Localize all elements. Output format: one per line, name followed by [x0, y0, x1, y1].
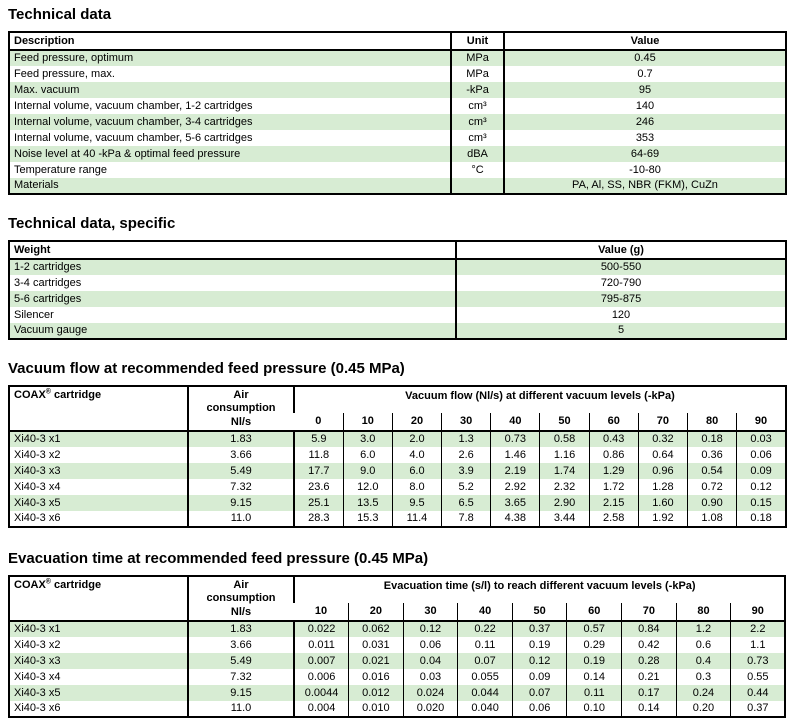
table-cell: Xi40-3 x4 [14, 670, 61, 683]
cartridge-label: cartridge [50, 389, 102, 401]
vacuum-flow-body [9, 431, 786, 527]
table-cell: 0.37 [731, 701, 786, 717]
technical-data-specific-body [9, 259, 786, 339]
table-cell: 28.3 [294, 511, 343, 527]
table-cell: 6.0 [392, 463, 441, 479]
table-cell: Internal volume, vacuum chamber, 5-6 cartridges [14, 131, 253, 144]
table-cell: 0.03 [737, 431, 786, 447]
table-row [9, 146, 786, 162]
level-tick: 0 [294, 413, 343, 431]
technical-data-table [8, 31, 787, 195]
level-tick: 50 [512, 603, 567, 621]
table-cell: Feed pressure, optimum [14, 52, 134, 64]
level-tick: 10 [294, 603, 349, 621]
table-cell: cm³ [451, 114, 504, 130]
table-cell: 5.49 [188, 463, 294, 479]
col-description: Description [9, 32, 451, 50]
col-air-consumption [188, 386, 294, 431]
table-row [9, 162, 786, 178]
table-cell: Xi40-3 x2 [14, 638, 61, 651]
table-cell: 2.2 [731, 621, 786, 637]
col-weight: Weight [9, 241, 456, 259]
table-cell: 0.12 [512, 653, 567, 669]
table-cell: 3.66 [188, 637, 294, 653]
table-cell: 3.44 [540, 511, 589, 527]
table-cell: 0.011 [294, 637, 349, 653]
table-cell: °C [451, 162, 504, 178]
table-cell: 0.6 [676, 637, 731, 653]
section-title-vacuum-flow: Vacuum flow at recommended feed pressure (0.45 MPa) [8, 360, 405, 377]
table-cell: 3.9 [442, 463, 491, 479]
table-cell: 0.09 [512, 669, 567, 685]
level-tick: 90 [737, 413, 786, 431]
table-cell: 0.06 [403, 637, 458, 653]
col-vacuum-flow-levels: Vacuum flow (Nl/s) at different vacuum levels (-kPa) [294, 386, 786, 413]
col-coax-cartridge [9, 386, 188, 431]
table-cell: 0.062 [349, 621, 404, 637]
table-cell: 5.9 [294, 431, 343, 447]
table-cell: 0.021 [349, 653, 404, 669]
technical-data-header [9, 32, 786, 50]
table-cell: 2.32 [540, 479, 589, 495]
table-cell: Feed pressure, max. [14, 67, 115, 80]
evacuation-time-header [9, 576, 785, 621]
table-row [9, 291, 786, 307]
table-cell: 23.6 [294, 479, 343, 495]
level-tick: 80 [676, 603, 731, 621]
table-cell: 500-550 [456, 259, 786, 275]
table-cell: 0.12 [403, 621, 458, 637]
table-cell: 0.4 [676, 653, 731, 669]
table-cell: 1.74 [540, 463, 589, 479]
table-row [9, 66, 786, 82]
table-cell: Internal volume, vacuum chamber, 3-4 cartridges [14, 115, 253, 128]
table-cell: 8.0 [392, 479, 441, 495]
table-cell: 13.5 [343, 495, 392, 511]
table-row [9, 259, 786, 275]
col-air-consumption [188, 576, 294, 621]
table-cell: 0.43 [589, 431, 638, 447]
table-cell: 2.15 [589, 495, 638, 511]
table-cell: 0.06 [512, 701, 567, 717]
level-tick: 70 [638, 413, 687, 431]
table-cell: 11.0 [188, 701, 294, 717]
table-cell: 25.1 [294, 495, 343, 511]
col-value: Value [504, 32, 786, 50]
table-cell: cm³ [451, 130, 504, 146]
table-cell: Xi40-3 x1 [14, 433, 61, 445]
table-cell: Materials [14, 179, 59, 191]
table-cell: 140 [504, 98, 786, 114]
cartridge-label: cartridge [50, 579, 102, 591]
table-cell: 1.29 [589, 463, 638, 479]
table-cell: Xi40-3 x5 [14, 686, 61, 699]
table-cell: 9.15 [188, 495, 294, 511]
table-cell: 2.0 [392, 431, 441, 447]
table-cell: 4.38 [491, 511, 540, 527]
coax-brand: COAX [14, 389, 46, 401]
level-tick: 50 [540, 413, 589, 431]
table-cell: MPa [451, 66, 504, 82]
table-cell: Max. vacuum [14, 83, 80, 96]
table-cell: 1.28 [638, 479, 687, 495]
table-cell: 0.006 [294, 669, 349, 685]
table-row [9, 653, 785, 669]
table-cell: 0.73 [491, 431, 540, 447]
table-cell: 0.21 [622, 669, 677, 685]
table-cell: 0.57 [567, 621, 622, 637]
table-cell: 7.32 [188, 669, 294, 685]
table-cell [451, 178, 504, 194]
table-cell: 0.016 [349, 669, 404, 685]
table-cell: 9.0 [343, 463, 392, 479]
table-cell: 795-875 [456, 291, 786, 307]
level-tick: 10 [343, 413, 392, 431]
table-cell: 1.83 [188, 621, 294, 637]
table-cell: 0.42 [622, 637, 677, 653]
table-cell: 0.15 [737, 495, 786, 511]
table-cell: 0.45 [504, 50, 786, 66]
table-cell: 120 [456, 307, 786, 323]
table-cell: 1.60 [638, 495, 687, 511]
table-row [9, 479, 786, 495]
table-cell: 0.0044 [294, 685, 349, 701]
level-tick: 30 [403, 603, 458, 621]
table-cell: 1.08 [688, 511, 737, 527]
level-tick: 20 [349, 603, 404, 621]
table-cell: 0.72 [688, 479, 737, 495]
table-row [9, 685, 785, 701]
air-consumption-unit: Nl/s [230, 606, 252, 618]
table-cell: 1.92 [638, 511, 687, 527]
table-cell: 3.0 [343, 431, 392, 447]
table-cell: 0.020 [403, 701, 458, 717]
table-cell: 1.72 [589, 479, 638, 495]
table-cell: 0.17 [622, 685, 677, 701]
table-cell: 1.3 [442, 431, 491, 447]
table-cell: 0.84 [622, 621, 677, 637]
table-cell: 11.4 [392, 511, 441, 527]
table-cell: 5.2 [442, 479, 491, 495]
table-cell: 15.3 [343, 511, 392, 527]
table-cell: 0.07 [512, 685, 567, 701]
table-cell: 5-6 cartridges [14, 292, 82, 305]
table-cell: Vacuum gauge [14, 324, 88, 336]
vacuum-flow-table [8, 385, 787, 528]
table-cell: 0.28 [622, 653, 677, 669]
table-cell: 3-4 cartridges [14, 276, 82, 289]
table-row [9, 447, 786, 463]
table-row [9, 495, 786, 511]
level-tick: 60 [589, 413, 638, 431]
table-cell: 0.64 [638, 447, 687, 463]
table-cell: PA, Al, SS, NBR (FKM), CuZn [504, 178, 786, 194]
table-cell: 0.73 [731, 653, 786, 669]
table-row [9, 637, 785, 653]
table-cell: 3.66 [188, 447, 294, 463]
table-cell: 0.022 [294, 621, 349, 637]
table-cell: 0.012 [349, 685, 404, 701]
evacuation-time-body [9, 621, 785, 717]
table-cell: 2.92 [491, 479, 540, 495]
table-cell: 0.90 [688, 495, 737, 511]
table-cell: 7.8 [442, 511, 491, 527]
table-cell: 0.07 [458, 653, 513, 669]
table-cell: dBA [451, 146, 504, 162]
table-cell: 0.055 [458, 669, 513, 685]
table-cell: 1.1 [731, 637, 786, 653]
technical-data-body [9, 50, 786, 194]
table-cell: 2.19 [491, 463, 540, 479]
section-title-evacuation-time: Evacuation time at recommended feed pressure (0.45 MPa) [8, 550, 429, 567]
table-cell: 2.58 [589, 511, 638, 527]
table-cell: 0.22 [458, 621, 513, 637]
table-cell: Silencer [14, 308, 54, 321]
table-cell: 1.2 [676, 621, 731, 637]
table-cell: Temperature range [14, 163, 107, 176]
col-unit: Unit [451, 32, 504, 50]
table-cell: 4.0 [392, 447, 441, 463]
table-cell: 0.86 [589, 447, 638, 463]
table-cell: 3.65 [491, 495, 540, 511]
table-cell: Xi40-3 x4 [14, 480, 61, 493]
col-coax-cartridge [9, 576, 188, 621]
table-cell: 0.32 [638, 431, 687, 447]
table-row [9, 114, 786, 130]
table-cell: 0.3 [676, 669, 731, 685]
section-title-technical-data: Technical data [8, 6, 112, 23]
table-row [9, 323, 786, 339]
section-title-technical-data-specific: Technical data, specific [8, 215, 176, 232]
table-row [9, 50, 786, 66]
table-cell: -10-80 [504, 162, 786, 178]
table-cell: 0.09 [737, 463, 786, 479]
table-cell: 5.49 [188, 653, 294, 669]
table-cell: 7.32 [188, 479, 294, 495]
table-cell: 95 [504, 82, 786, 98]
table-cell: Xi40-3 x3 [14, 464, 61, 477]
registered-mark: ® [45, 578, 51, 586]
level-tick: 30 [442, 413, 491, 431]
table-cell: 64-69 [504, 146, 786, 162]
table-cell: 9.15 [188, 685, 294, 701]
table-cell: 0.55 [731, 669, 786, 685]
table-cell: 0.58 [540, 431, 589, 447]
table-cell: Xi40-3 x5 [14, 496, 61, 509]
table-cell: MPa [451, 50, 504, 66]
technical-data-specific-header [9, 241, 786, 259]
table-cell: Xi40-3 x3 [14, 654, 61, 667]
table-cell: Xi40-3 x1 [14, 623, 61, 635]
table-cell: Noise level at 40 -kPa & optimal feed pressure [14, 147, 241, 160]
table-cell: 0.14 [567, 669, 622, 685]
table-cell: 0.031 [349, 637, 404, 653]
table-cell: 0.11 [567, 685, 622, 701]
table-cell: 0.10 [567, 701, 622, 717]
table-cell: 0.29 [567, 637, 622, 653]
table-row [9, 275, 786, 291]
table-cell: 246 [504, 114, 786, 130]
table-cell: 2.90 [540, 495, 589, 511]
level-tick: 70 [622, 603, 677, 621]
table-cell: 0.12 [737, 479, 786, 495]
air-consumption-label: Air consumption [206, 389, 276, 414]
table-cell: Xi40-3 x6 [14, 512, 61, 524]
table-cell: 0.007 [294, 653, 349, 669]
air-consumption-unit: Nl/s [230, 416, 252, 428]
col-value-g: Value (g) [456, 241, 786, 259]
table-cell: Xi40-3 x6 [14, 702, 61, 714]
table-cell: 0.19 [512, 637, 567, 653]
table-row [9, 431, 786, 447]
col-evacuation-time-levels: Evacuation time (s/l) to reach different vacuum levels (-kPa) [294, 576, 785, 603]
table-cell: 0.14 [622, 701, 677, 717]
vacuum-flow-header [9, 386, 786, 431]
table-cell: -kPa [451, 82, 504, 98]
table-cell: 0.24 [676, 685, 731, 701]
table-cell: 1.16 [540, 447, 589, 463]
table-cell: 0.36 [688, 447, 737, 463]
table-cell: 0.19 [567, 653, 622, 669]
table-cell: 0.37 [512, 621, 567, 637]
table-cell: 0.20 [676, 701, 731, 717]
table-cell: 0.18 [688, 431, 737, 447]
table-cell: 0.96 [638, 463, 687, 479]
table-cell: 9.5 [392, 495, 441, 511]
table-cell: Xi40-3 x2 [14, 448, 61, 461]
table-cell: 5 [456, 323, 786, 339]
table-cell: 0.024 [403, 685, 458, 701]
table-cell: 0.18 [737, 511, 786, 527]
table-cell: 1-2 cartridges [14, 261, 82, 273]
table-cell: 0.11 [458, 637, 513, 653]
table-cell: 0.044 [458, 685, 513, 701]
table-row [9, 463, 786, 479]
table-row [9, 82, 786, 98]
level-tick: 80 [688, 413, 737, 431]
table-cell: 0.004 [294, 701, 349, 717]
table-cell: 1.83 [188, 431, 294, 447]
table-cell: 12.0 [343, 479, 392, 495]
table-cell: 6.0 [343, 447, 392, 463]
registered-mark: ® [45, 388, 51, 396]
table-row [9, 621, 785, 637]
level-tick: 40 [458, 603, 513, 621]
technical-data-specific-table [8, 240, 787, 340]
table-row [9, 701, 785, 717]
table-cell: 17.7 [294, 463, 343, 479]
table-cell: 6.5 [442, 495, 491, 511]
level-tick: 60 [567, 603, 622, 621]
table-cell: 0.7 [504, 66, 786, 82]
table-cell: 0.010 [349, 701, 404, 717]
table-cell: cm³ [451, 98, 504, 114]
table-cell: 1.46 [491, 447, 540, 463]
level-tick: 90 [731, 603, 786, 621]
table-cell: 0.03 [403, 669, 458, 685]
table-cell: 2.6 [442, 447, 491, 463]
evacuation-time-table [8, 575, 786, 718]
coax-brand: COAX [14, 579, 46, 591]
table-cell: 720-790 [456, 275, 786, 291]
table-cell: 0.44 [731, 685, 786, 701]
table-row [9, 307, 786, 323]
table-cell: 353 [504, 130, 786, 146]
table-cell: 0.06 [737, 447, 786, 463]
air-consumption-label: Air consumption [206, 579, 276, 604]
table-cell: 11.0 [188, 511, 294, 527]
table-cell: 11.8 [294, 447, 343, 463]
table-cell: 0.54 [688, 463, 737, 479]
table-cell: Internal volume, vacuum chamber, 1-2 cartridges [14, 99, 253, 112]
table-row [9, 669, 785, 685]
table-row [9, 98, 786, 114]
table-row [9, 130, 786, 146]
table-cell: 0.040 [458, 701, 513, 717]
table-cell: 0.04 [403, 653, 458, 669]
table-row [9, 178, 786, 194]
level-tick: 20 [392, 413, 441, 431]
table-row [9, 511, 786, 527]
level-tick: 40 [491, 413, 540, 431]
